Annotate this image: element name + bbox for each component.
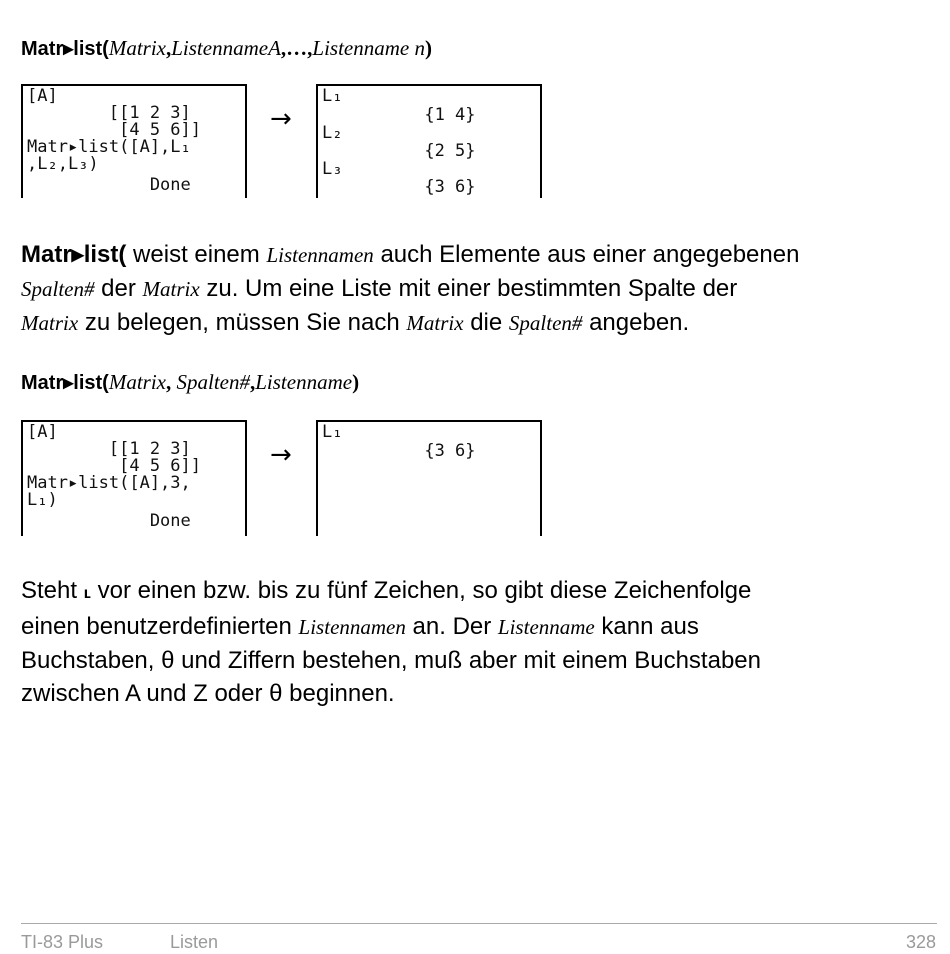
arg-matrix: Matrix bbox=[108, 36, 166, 60]
function-name: Matr bbox=[21, 372, 64, 394]
italic-term: Matrix bbox=[142, 277, 200, 301]
text: weist einem bbox=[126, 241, 267, 268]
triangle-icon: ▸ bbox=[63, 38, 74, 60]
function-name: Matr bbox=[21, 38, 64, 60]
para-line: Buchstaben, θ und Ziffern bestehen, muß aber mit einem Buchstaben bbox=[21, 647, 761, 674]
screen-line: {1 4} bbox=[322, 105, 476, 125]
comma: , bbox=[166, 36, 172, 60]
screen-line: L₂ bbox=[322, 123, 343, 143]
screen-line: {2 5} bbox=[322, 141, 476, 161]
calculator-screen-4 bbox=[316, 420, 542, 536]
para-line bbox=[21, 272, 931, 306]
footer-page-number: 328 bbox=[905, 932, 936, 952]
ellipsis: ,…, bbox=[280, 36, 313, 60]
screen-line: {3 6} bbox=[322, 177, 476, 197]
syntax-heading-1 bbox=[21, 36, 432, 61]
italic-term: Listenname bbox=[497, 615, 595, 639]
text: auch Elemente aus einer angegebenen bbox=[373, 241, 800, 268]
footer-product: TI-83 Plus bbox=[21, 932, 104, 952]
description-paragraph-2 bbox=[21, 574, 931, 710]
arg-listname-n: Listenname n bbox=[312, 36, 425, 60]
comma: , bbox=[166, 370, 177, 394]
italic-term: Spalten# bbox=[508, 311, 583, 335]
text: zu belegen, müssen Sie nach bbox=[78, 309, 407, 336]
screen-line: [[1 2 3] bbox=[27, 439, 191, 459]
screen-line: [4 5 6]] bbox=[27, 120, 201, 140]
footer-chapter: Listen bbox=[170, 932, 219, 952]
comma: , bbox=[250, 370, 256, 394]
screen-line: [[1 2 3] bbox=[27, 103, 191, 123]
list-l-symbol: ʟ bbox=[83, 585, 91, 602]
arg-column: Spalten# bbox=[176, 370, 250, 394]
calculator-screen-1 bbox=[21, 84, 247, 198]
italic-term: Matrix bbox=[21, 311, 79, 335]
description-paragraph-1 bbox=[21, 238, 931, 340]
screen-line: Matr▸list([A],L₁ bbox=[27, 137, 191, 157]
italic-term: Matrix bbox=[406, 311, 464, 335]
screen-line: L₁) bbox=[27, 490, 58, 510]
text: an. Der bbox=[405, 613, 498, 640]
footer-divider bbox=[21, 923, 937, 924]
para-line bbox=[21, 574, 931, 610]
italic-term: Listennamen bbox=[298, 615, 406, 639]
calculator-screen-3 bbox=[21, 420, 247, 536]
screen-line: [4 5 6]] bbox=[27, 456, 201, 476]
text: vor einen bzw. bis zu fünf Zeichen, so gibt diese Zeichenfolge bbox=[90, 577, 752, 604]
screen-line: L₁ bbox=[322, 86, 343, 106]
text: Steht bbox=[21, 577, 84, 604]
screen-line: L₃ bbox=[322, 159, 343, 179]
right-arrow-icon: → bbox=[270, 104, 292, 134]
text: der bbox=[94, 275, 143, 302]
para-line bbox=[21, 306, 931, 340]
para-line bbox=[21, 610, 931, 644]
italic-term: Spalten# bbox=[21, 277, 95, 301]
arg-listname: Listenname bbox=[255, 370, 353, 394]
right-arrow-icon: → bbox=[270, 440, 292, 470]
text: zu. Um eine Liste mit einer bestimmten Spalte der bbox=[199, 275, 738, 302]
text: einen benutzerdefinierten bbox=[21, 613, 299, 640]
close-paren: ) bbox=[424, 36, 432, 60]
close-paren: ) bbox=[352, 370, 360, 394]
screen-line: [A] bbox=[27, 422, 58, 442]
para-line bbox=[21, 238, 931, 272]
text: kann aus bbox=[594, 613, 699, 640]
para-line: zwischen A und Z oder θ beginnen. bbox=[21, 680, 395, 707]
screen-line: ,L₂,L₃) bbox=[27, 154, 99, 174]
italic-term: Listennamen bbox=[266, 243, 374, 267]
function-name-suffix: list( bbox=[73, 372, 109, 394]
screen-line: [A] bbox=[27, 86, 58, 106]
text: die bbox=[463, 309, 509, 336]
function-name: Matr▸list( bbox=[21, 241, 127, 268]
screen-line: Matr▸list([A],3, bbox=[27, 473, 191, 493]
arg-matrix: Matrix bbox=[108, 370, 166, 394]
screen-line: Done bbox=[27, 511, 191, 531]
screen-line: Done bbox=[27, 175, 191, 195]
calculator-screen-2 bbox=[316, 84, 542, 198]
triangle-icon: ▸ bbox=[63, 372, 74, 394]
screen-line: L₁ bbox=[322, 422, 343, 442]
arg-listname-a: ListennameA bbox=[171, 36, 281, 60]
syntax-heading-2 bbox=[21, 370, 359, 395]
screen-line: {3 6} bbox=[322, 441, 476, 461]
function-name-suffix: list( bbox=[73, 38, 109, 60]
text: angeben. bbox=[582, 309, 690, 336]
